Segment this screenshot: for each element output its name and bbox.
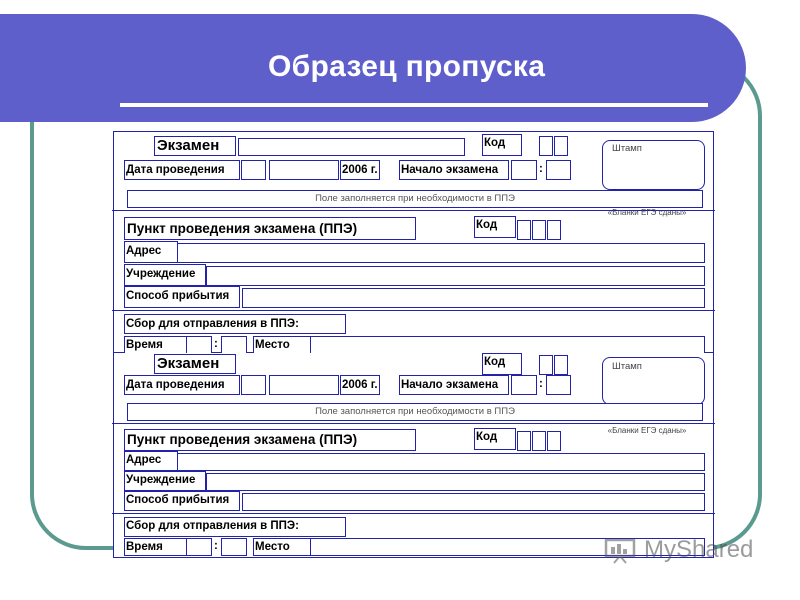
- title-underline: [120, 103, 708, 107]
- exam-code-cell[interactable]: [554, 355, 568, 375]
- ppe-optional-note: Поле заполняется при необходимости в ППЭ: [315, 193, 515, 204]
- exam-code-cell[interactable]: [539, 136, 553, 156]
- gather-hour-field[interactable]: [186, 336, 212, 354]
- start-minute-field[interactable]: [546, 375, 571, 395]
- ppe-code-cell[interactable]: [517, 431, 531, 451]
- exam-code-label: Код: [484, 137, 506, 149]
- place-label: Место: [255, 541, 290, 553]
- gather-hour-field[interactable]: [186, 538, 212, 556]
- institution-field[interactable]: [206, 266, 705, 286]
- exam-code-label: Код: [484, 356, 506, 368]
- start-hour-field[interactable]: [511, 375, 537, 395]
- watermark-text: MyShared: [644, 536, 754, 563]
- start-hour-field[interactable]: [511, 160, 537, 180]
- gather-time-separator: :: [214, 540, 218, 552]
- place-label: Место: [255, 339, 290, 351]
- address-label: Адрес: [126, 454, 162, 466]
- blanks-submitted-note: «Бланки ЕГЭ сданы»: [607, 426, 687, 435]
- institution-label: Учреждение: [126, 268, 196, 280]
- gather-time-label: Время: [126, 541, 163, 553]
- stamp-label: Штамп: [612, 143, 642, 154]
- start-minute-field[interactable]: [546, 160, 571, 180]
- institution-label: Учреждение: [126, 474, 196, 486]
- ppe-code-cell[interactable]: [547, 431, 561, 451]
- date-day-field[interactable]: [241, 375, 266, 395]
- gather-time-label: Время: [126, 339, 163, 351]
- ppe-code-label: Код: [476, 431, 498, 443]
- presentation-icon: [604, 536, 640, 564]
- date-label: Дата проведения: [126, 379, 225, 391]
- exam-label: Экзамен: [157, 137, 220, 154]
- arrival-label: Способ прибытия: [126, 494, 230, 506]
- exam-code-cell[interactable]: [539, 355, 553, 375]
- institution-field[interactable]: [206, 473, 705, 491]
- ppe-code-label: Код: [476, 219, 498, 231]
- time-separator: :: [539, 378, 543, 390]
- exam-code-cell[interactable]: [554, 136, 568, 156]
- ppe-code-cell[interactable]: [532, 431, 546, 451]
- ppe-optional-note: Поле заполняется при необходимости в ППЭ: [315, 406, 515, 417]
- arrival-label: Способ прибытия: [126, 290, 230, 302]
- exam-name-field[interactable]: [238, 138, 465, 156]
- gather-minute-field[interactable]: [221, 538, 247, 556]
- date-day-field[interactable]: [241, 160, 266, 180]
- ppe-code-cell[interactable]: [532, 220, 546, 240]
- address-field[interactable]: [177, 243, 705, 263]
- ppe-code-cell[interactable]: [517, 220, 531, 240]
- date-label: Дата проведения: [126, 164, 225, 176]
- time-separator: :: [539, 163, 543, 175]
- gathering-label: Сбор для отправления в ППЭ:: [126, 520, 299, 532]
- gather-minute-field[interactable]: [221, 336, 247, 354]
- blanks-submitted-note: «Бланки ЕГЭ сданы»: [607, 208, 687, 217]
- start-label: Начало экзамена: [401, 164, 499, 176]
- year-label: 2006 г.: [342, 164, 378, 176]
- gathering-label: Сбор для отправления в ППЭ:: [126, 318, 299, 330]
- watermark: [604, 536, 753, 564]
- gather-time-separator: :: [214, 338, 218, 350]
- ppe-code-cell[interactable]: [547, 220, 561, 240]
- ppe-title: Пункт проведения экзамена (ППЭ): [127, 221, 358, 236]
- page-title: Образец пропуска: [268, 50, 546, 83]
- arrival-field[interactable]: [242, 493, 705, 511]
- stamp-label: Штамп: [612, 361, 642, 372]
- exam-label: Экзамен: [157, 355, 220, 372]
- place-field[interactable]: [310, 336, 705, 354]
- year-label: 2006 г.: [342, 379, 378, 391]
- pass-form-2: [113, 353, 714, 558]
- date-month-field[interactable]: [269, 160, 339, 180]
- ppe-title: Пункт проведения экзамена (ППЭ): [127, 432, 358, 447]
- address-label: Адрес: [126, 245, 162, 257]
- arrival-field[interactable]: [242, 288, 705, 308]
- start-label: Начало экзамена: [401, 379, 499, 391]
- pass-form-1: [113, 131, 714, 353]
- date-month-field[interactable]: [269, 375, 339, 395]
- address-field[interactable]: [177, 453, 705, 471]
